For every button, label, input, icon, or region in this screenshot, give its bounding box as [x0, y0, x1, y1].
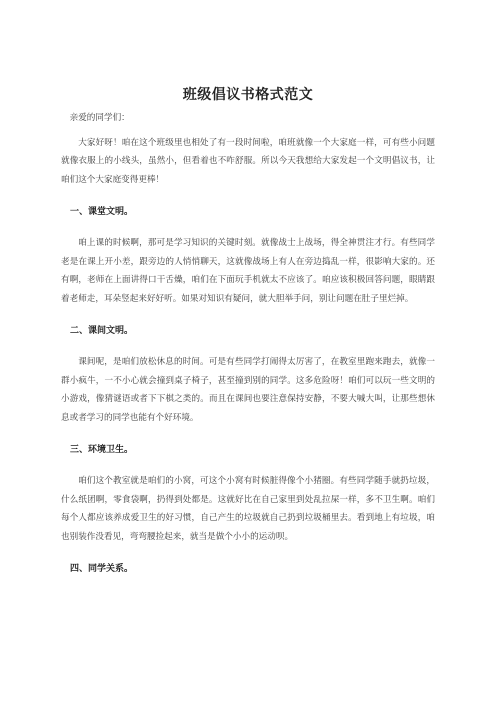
section-heading-1: 一、课堂文明。: [70, 207, 134, 218]
intro-paragraph: 大家好呀！咱在这个班级里也相处了有一段时间啦，咱班就像一个大家庭一样，可有些小问题就像衣服上的小线头，虽然小，但看着也不咋舒服。所以今天我想给大家发起一个文明倡议书，让咱们这个大家庭变得更棒！: [61, 137, 435, 185]
section-paragraph-1: 咱上课的时候啊，那可是学习知识的关键时刻。就像战士上战场，得全神贯注才行。有些同学老是在课上开小差，跟旁边的人悄悄聊天，这就像战场上有人在旁边捣乱一样，很影响大家的。还有啊，老师在上面讲得口干舌燥，咱们在下面玩手机就太不应该了。咱应该积极回答问题，眼睛跟着老师走，耳朵竖起来好好听。如果对知识有疑问，就大胆举手问，别让问题在肚子里烂掉。: [61, 237, 435, 304]
section-paragraph-2: 课间呢，是咱们放松休息的时间。可是有些同学打闹得太厉害了，在教室里跑来跑去，就像一群小疯牛，一不小心就会撞到桌子椅子，甚至撞到别的同学。这多危险呀！咱们可以玩一些文明的小游戏，像猜谜语或者下下棋之类的。而且在课间也要注意保持安静，不要大喊大叫，让那些想休息或者学习的同学也能有个好环境。: [61, 356, 435, 423]
section-heading-3: 三、环境卫生。: [70, 445, 134, 456]
salutation: 亲爱的同学们：: [69, 113, 130, 123]
section-heading-4: 四、同学关系。: [70, 564, 134, 575]
section-heading-2: 二、课间文明。: [70, 326, 134, 337]
document-body: [61, 109, 435, 591]
section-paragraph-3: 咱们这个教室就是咱们的小窝，可这个小窝有时候脏得像个小猪圈。有些同学随手就扔垃圾，什么纸团啊，零食袋啊，扔得到处都是。这就好比在自己家里到处乱拉屎一样，多不卫生啊。咱们每个人都应该养成爱卫生的好习惯，自己产生的垃圾就自己扔到垃圾桶里去。看到地上有垃圾，咱也别装作没看见，弯弯腰捡起来，就当是做个小小的运动呗。: [61, 475, 435, 542]
document-title: 班级倡议书格式范文: [182, 87, 314, 103]
